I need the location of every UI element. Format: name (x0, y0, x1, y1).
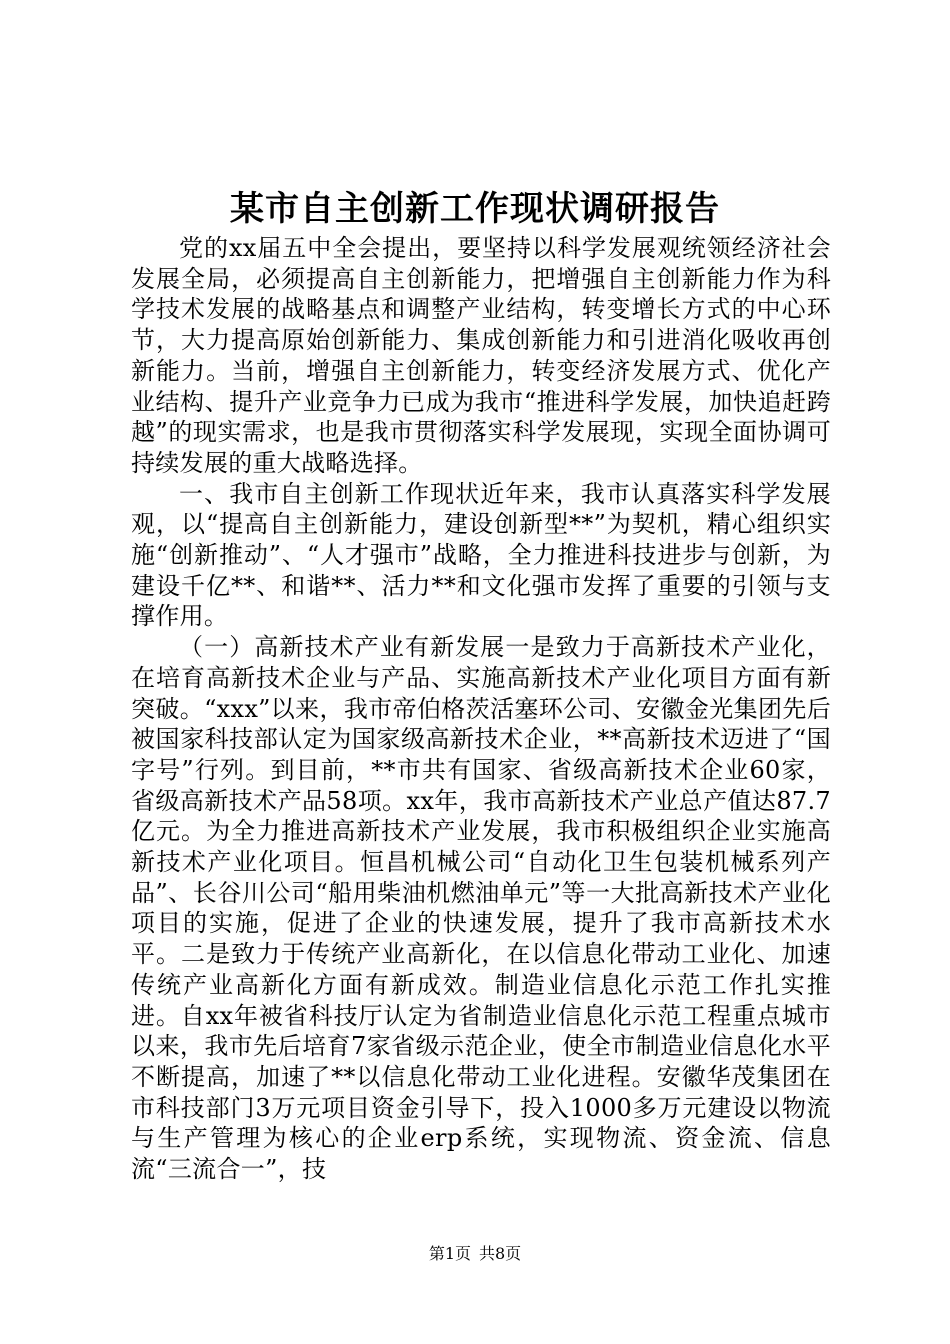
page-total: 共8页 (479, 1244, 522, 1263)
paragraph-intro: 党的xx届五中全会提出，要坚持以科学发展观统领经济社会发展全局，必须提高自主创新能力，把增强自主创新能力作为科学技术发展的战略基点和调整产业结构，转变增长方式的中心环节，大力提高原始创新能力、集成创新能力和引进消化吸收再创新能力。当前，增强自主创新能力，转变经济发展方式、优化产业结构、提升产业竞争力已成为我市“推进科学发展，加快追赶跨越”的现实需求，也是我市贯彻落实科学发展现，实现全面协调可持续发展的重大战略选择。 (131, 234, 831, 477)
paragraph-section-one: 一、我市自主创新工作现状近年来，我市认真落实科学发展观，以“提高自主创新能力，建设创新型**”为契机，精心组织实施“创新推动”、“人才强市”战略，全力推进科技进步与创新，为建设千亿**、和谐**、活力**和文化强市发挥了重要的引领与支撑作用。 (131, 479, 831, 631)
page-number: 第1页 (428, 1244, 471, 1263)
paragraph-subsection-one: （一）高新技术产业有新发展一是致力于高新技术产业化，在培育高新技术企业与产品、实施高新技术产业化项目方面有新突破。“xxx”以来，我市帝伯格茨活塞环公司、安徽金光集团先后被国家科技部认定为国家级高新技术企业，**高新技术迈进了“国字号”行列。到目前，**市共有国家、省级高新技术企业60家，省级高新技术产品58项。xx年，我市高新技术产业总产值达87.7亿元。为全力推进高新技术产业发展，我市积极组织企业实施高新技术产业化项目。恒昌机械公司“自动化卫生包装机械系列产品”、长谷川公司“船用柴油机燃油单元”等一大批高新技术产业化项目的实施，促进了企业的快速发展，提升了我市高新技术水平。二是致力于传统产业高新化，在以信息化带动工业化、加速传统产业高新化方面有新成效。制造业信息化示范工作扎实推进。自xx年被省科技厅认定为省制造业信息化示范工程重点城市以来，我市先后培育7家省级示范企业，使全市制造业信息化水平不断提高，加速了**以信息化带动工业化进程。安徽华茂集团在市科技部门3万元项目资金引导下，投入1000多万元建设以物流与生产管理为核心的企业erp系统，实现物流、资金流、信息流“三流合一”，技 (131, 633, 831, 1184)
document-body (131, 233, 831, 1185)
page-footer (0, 1243, 950, 1265)
document-title: 某市自主创新工作现状调研报告 (230, 189, 720, 229)
